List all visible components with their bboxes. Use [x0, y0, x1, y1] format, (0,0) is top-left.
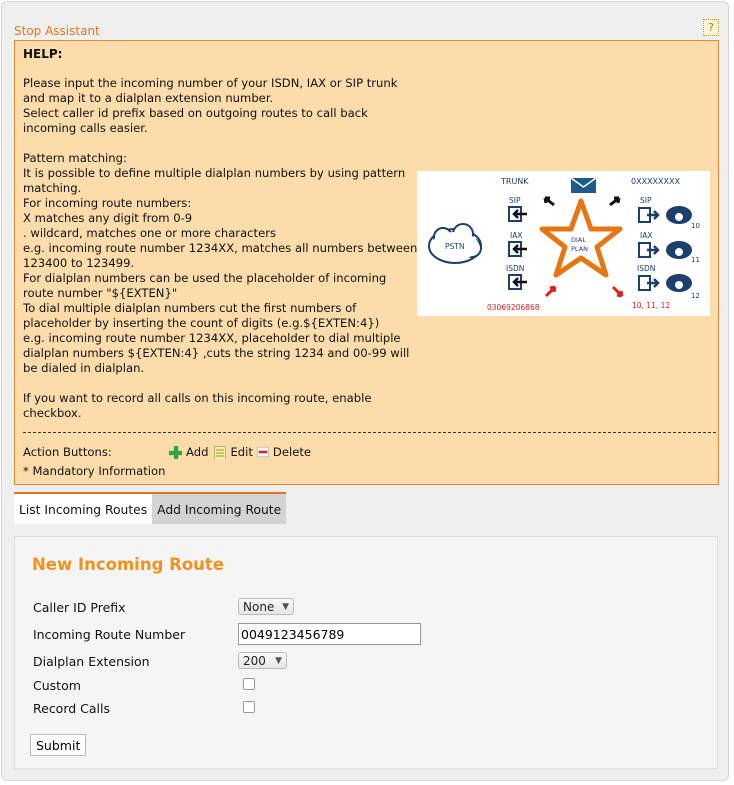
- add-legend-label: Add: [186, 445, 209, 459]
- diagram-iax-left: IAX: [510, 231, 523, 240]
- submit-button[interactable]: Submit: [30, 734, 86, 756]
- isdn-trunk-icon: [509, 275, 527, 289]
- help-divider: [23, 432, 716, 433]
- incoming-route-number-label: Incoming Route Number: [33, 627, 186, 642]
- help-paragraph: If you want to record all calls on this incoming route, enable checkbox.: [23, 391, 372, 420]
- tab-list-incoming-routes[interactable]: List Incoming Routes: [14, 492, 152, 524]
- iax-phone-icon: [639, 241, 692, 259]
- diagram-isdn-right: ISDN: [637, 264, 656, 273]
- help-paragraph: Pattern matching: It is possible to define multiple dialplan numbers by using pattern matching. For incoming route numbers: X matches any digit from 0-9 . wildcard, matches one or more characters e.g. incoming route number 1234XX, matches all numbers between 123400 to 123499. For dialplan numbers can be used the placeholder of incoming route number "${EXTEN}" To dial multiple dialplan numbers cut the first numbers of placeholder by inserting the count of digits (e.g.${EXTEN:4}) e.g. incoming route number 1234XX, placeholder to dial multiple dialplan numbers ${EXTEN:4} ,cuts the string 1234 and 00-99 will be dialed in dialplan.: [23, 151, 418, 375]
- help-text: [23, 76, 418, 436]
- diagram-isdn-left: ISDN: [506, 264, 525, 273]
- diagram-dial-label: DIAL: [571, 236, 586, 244]
- chevron-down-icon: ▼: [275, 656, 282, 666]
- record-calls-checkbox[interactable]: [243, 701, 255, 713]
- caller-id-prefix-label: Caller ID Prefix: [33, 600, 126, 615]
- help-paragraph: Please input the incoming number of your ISDN, IAX or SIP trunk and map it to a dialplan extension number. Select caller id prefix based on outgoing routes to call back incoming calls easier.: [23, 76, 398, 135]
- help-box: [14, 40, 719, 485]
- diagram-sip-right: SIP: [640, 196, 652, 205]
- iax-trunk-icon: [509, 242, 527, 256]
- tab-bar: [14, 492, 286, 524]
- sip-trunk-icon: [509, 207, 527, 221]
- action-buttons-legend: [23, 445, 311, 459]
- add-icon: [169, 446, 182, 459]
- diagram-ext-list: 10, 11, 12: [632, 301, 671, 310]
- mandatory-note: * Mandatory Information: [23, 464, 166, 478]
- diagram-ext-12: 12: [691, 292, 700, 300]
- dialplan-extension-select[interactable]: [238, 652, 287, 669]
- help-title: HELP:: [23, 47, 63, 61]
- new-incoming-route-panel: [14, 536, 718, 769]
- caller-id-prefix-select[interactable]: [238, 598, 294, 615]
- diagram-ext-11: 11: [691, 256, 700, 264]
- diagram-trunk-label: TRUNK: [501, 177, 529, 186]
- action-buttons-label: Action Buttons:: [23, 445, 112, 459]
- main-container: [1, 1, 729, 781]
- diagram-iax-right: IAX: [640, 231, 653, 240]
- delete-icon: [257, 446, 269, 458]
- isdn-phone-icon: [639, 274, 692, 292]
- custom-checkbox[interactable]: [243, 678, 255, 690]
- envelope-icon: [571, 178, 596, 193]
- record-calls-label: Record Calls: [33, 701, 111, 716]
- diagram-ext-10: 10: [691, 222, 700, 230]
- panel-title: New Incoming Route: [32, 555, 225, 574]
- dialplan-extension-label: Dialplan Extension: [33, 654, 150, 669]
- edit-icon: [214, 445, 226, 459]
- help-icon[interactable]: ?: [703, 19, 719, 36]
- diagram-number-pattern: 0XXXXXXXX: [631, 177, 680, 186]
- caller-id-prefix-value: None: [243, 600, 275, 614]
- dialplan-diagram: [417, 171, 710, 316]
- dialplan-extension-value: 200: [243, 654, 266, 668]
- diagram-incoming-number: 03069206868: [487, 303, 540, 312]
- delete-legend-label: Delete: [272, 445, 311, 459]
- custom-label: Custom: [33, 678, 81, 693]
- diagram-pstn-label: PSTN: [445, 242, 465, 251]
- diagram-plan-label: PLAN: [571, 245, 588, 253]
- sip-phone-icon: [639, 206, 692, 224]
- diagram-sip-left: SIP: [509, 196, 521, 205]
- incoming-route-number-input[interactable]: [238, 623, 421, 645]
- tab-add-incoming-route[interactable]: Add Incoming Route: [152, 492, 286, 524]
- stop-assistant-link[interactable]: Stop Assistant: [14, 24, 100, 38]
- edit-legend-label: Edit: [230, 445, 253, 459]
- chevron-down-icon: ▼: [282, 602, 289, 612]
